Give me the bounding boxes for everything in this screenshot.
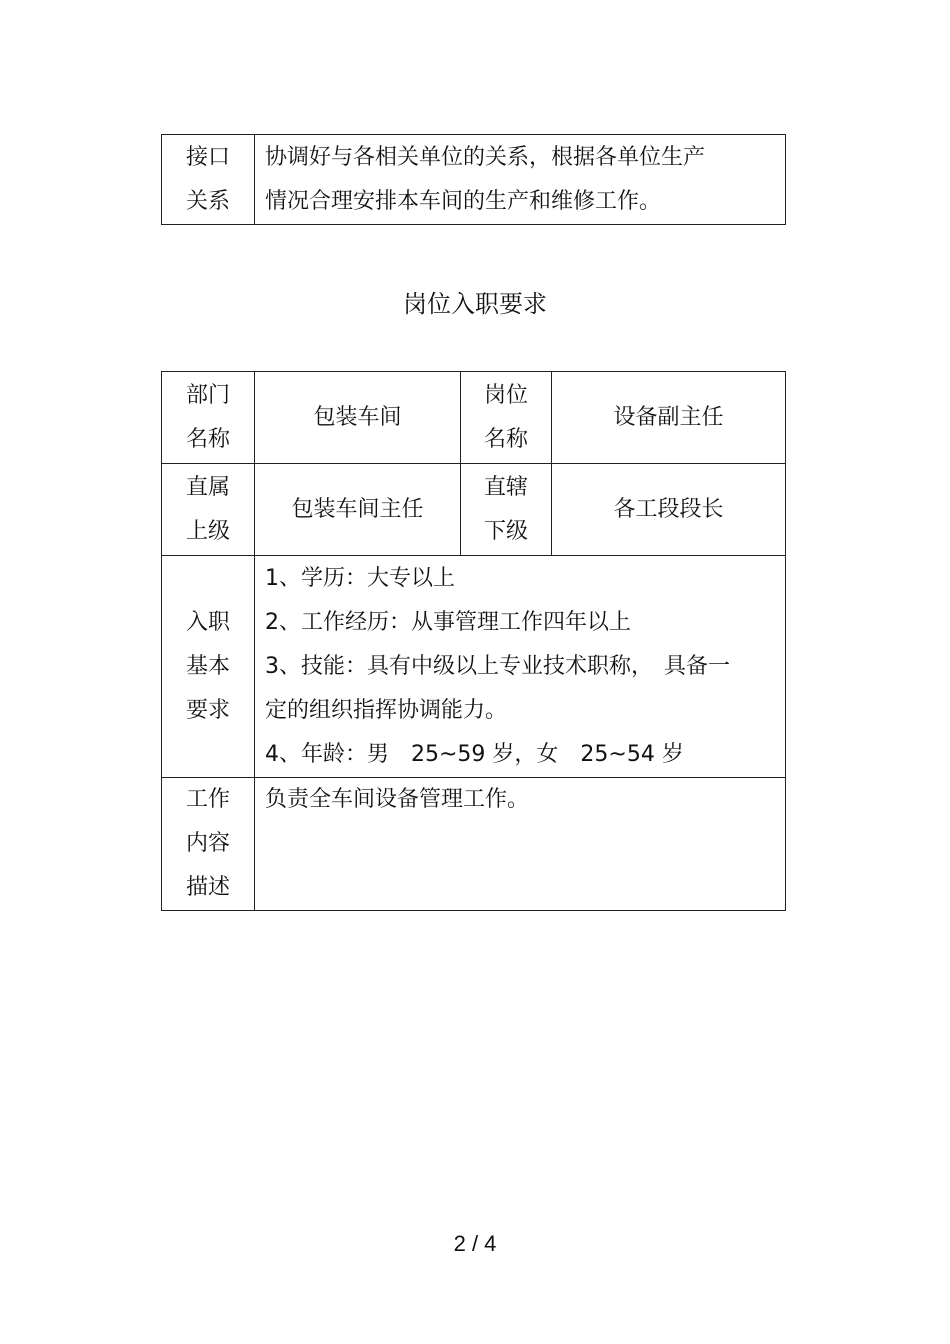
table-row	[162, 778, 786, 911]
dept-label-line: 部门	[185, 382, 230, 408]
dept-label-line: 名称	[185, 426, 230, 452]
table-row	[162, 372, 786, 464]
basic-req-item: 1、学历：大专以上	[265, 565, 455, 591]
subordinate-label-cell	[461, 464, 552, 556]
work-desc-label-line: 工作	[185, 787, 230, 812]
superior-label-line: 上级	[185, 518, 230, 544]
basic-req-label-line: 基本	[185, 653, 230, 679]
post-label-line: 岗位	[483, 382, 528, 408]
basic-req-label-cell	[162, 556, 255, 778]
basic-req-item: 3、技能：具有中级以上专业技术职称， 具备一	[265, 653, 730, 679]
interface-content-cell	[255, 135, 786, 225]
work-desc-label-cell	[162, 778, 255, 911]
basic-req-item: 2、工作经历：从事管理工作四年以上	[265, 609, 631, 635]
post-label-line: 名称	[483, 426, 528, 452]
requirements-table	[161, 371, 786, 911]
page-number: 2 / 4	[453, 1231, 497, 1256]
post-value: 设备副主任	[552, 372, 786, 464]
basic-req-label-line: 要求	[185, 697, 230, 723]
subordinate-label-line: 下级	[483, 518, 528, 544]
basic-req-item: 4、年龄：男 25~59 岁，女 25~54 岁	[265, 741, 684, 767]
basic-req-label-line: 入职	[185, 609, 230, 635]
superior-label-cell	[162, 464, 255, 556]
table-row	[162, 464, 786, 556]
section-title: 岗位入职要求	[403, 290, 547, 318]
interface-content-line: 情况合理安排本车间的生产和维修工作。	[265, 188, 662, 214]
work-desc-label-line: 内容	[185, 831, 230, 856]
dept-label-cell	[162, 372, 255, 464]
interface-table	[161, 134, 786, 225]
superior-value: 包装车间主任	[255, 464, 461, 556]
subordinate-label-line: 直辖	[483, 474, 528, 500]
interface-label-cell	[162, 135, 255, 225]
basic-req-item: 定的组织指挥协调能力。	[265, 697, 508, 723]
basic-req-content-cell	[255, 556, 786, 778]
table-row	[162, 556, 786, 778]
dept-value: 包装车间	[255, 372, 461, 464]
work-desc-label-line: 描述	[185, 875, 230, 900]
work-desc-value: 负责全车间设备管理工作。	[255, 778, 786, 911]
superior-label-line: 直属	[185, 474, 230, 500]
interface-label-line: 关系	[185, 188, 230, 214]
post-label-cell	[461, 372, 552, 464]
interface-content-line: 协调好与各相关单位的关系，根据各单位生产	[265, 144, 706, 170]
interface-label-line: 接口	[185, 144, 230, 170]
subordinate-value: 各工段段长	[552, 464, 786, 556]
